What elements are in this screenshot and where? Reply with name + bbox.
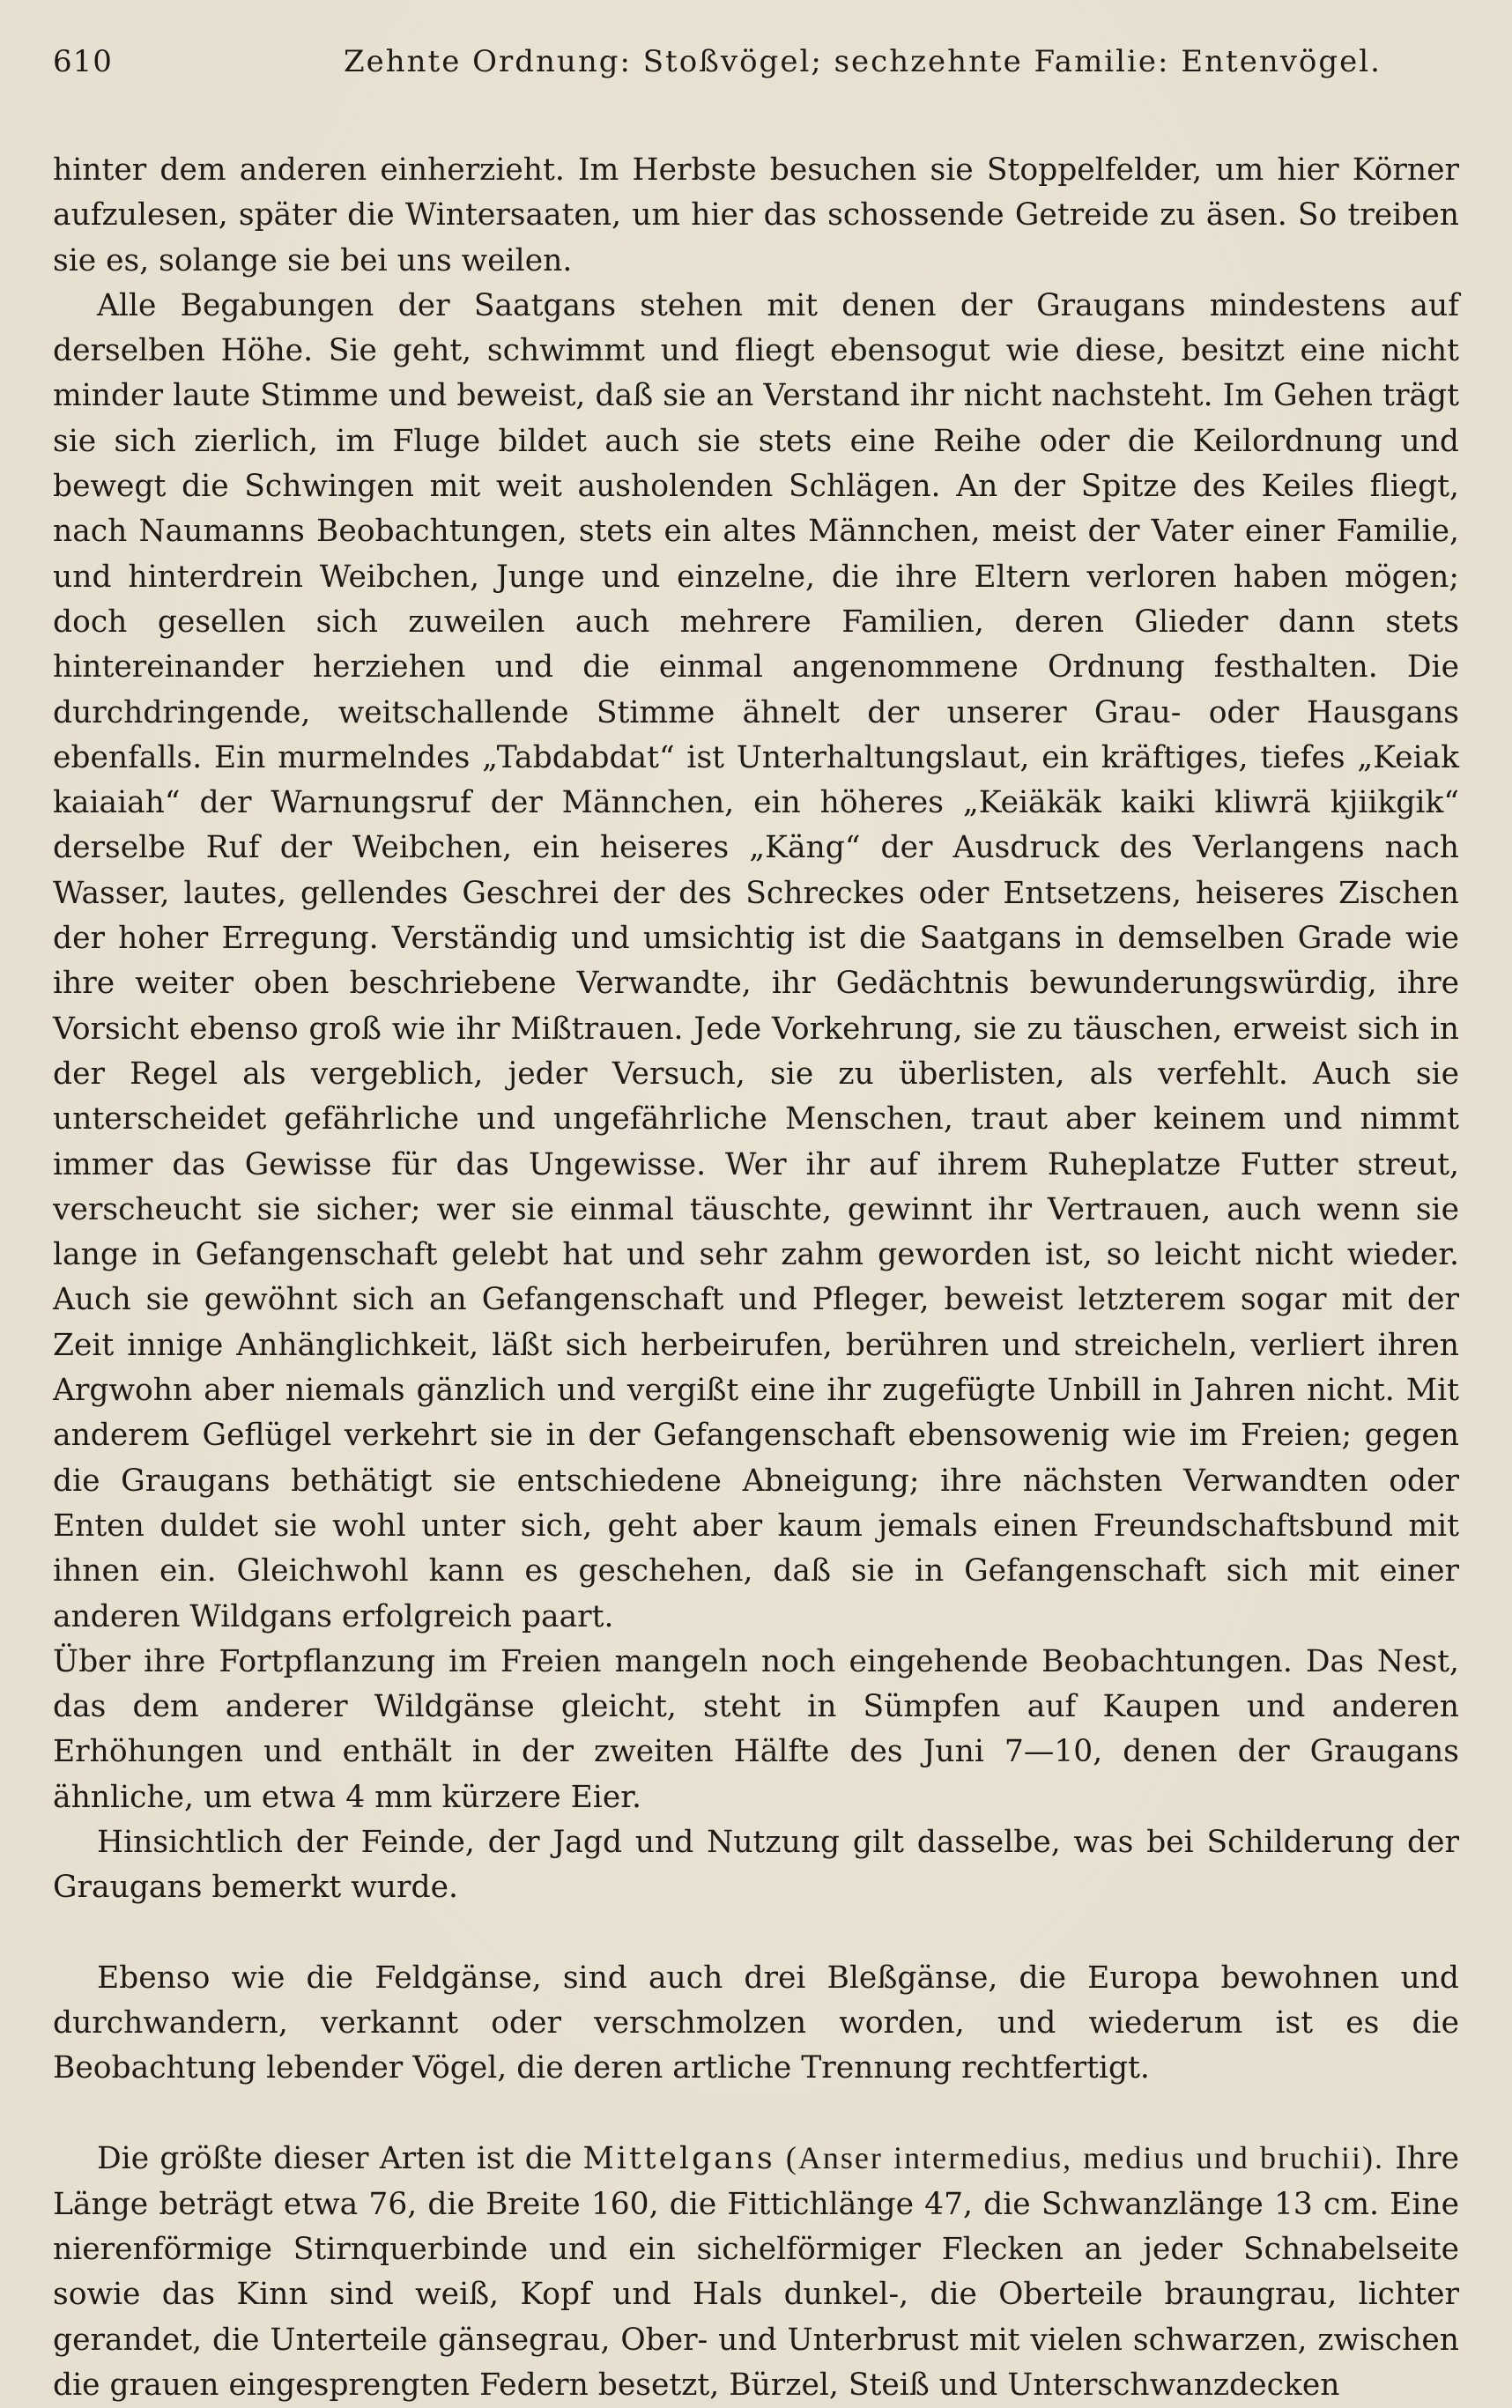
paragraph-mittelgans — [53, 2136, 1459, 2408]
paragraph-blessgaense: Ebenso wie die Feldgänse, sind auch drei Bleßgänse, die Europa bewohnen und durchwandern, verkannt oder verschmolzen worden, und wiederum ist es die Beobachtung lebender Vögel, die deren artliche Trennung rechtfertigt. — [53, 1960, 1459, 2086]
mittelgans-intro: Die größte dieser Arten ist die — [97, 2141, 583, 2177]
running-head: Zehnte Ordnung: Stoßvögel; sechzehnte Familie: Entenvögel. — [344, 44, 1382, 79]
paragraph-abilities: Alle Begabungen der Saatgans stehen mit denen der Graugans mindestens auf derselben Höhe. Sie geht, schwimmt und fliegt ebensogut wie diese, besitzt eine nicht minder laute Stimme und beweist, daß sie an Verstand ihr nicht nachsteht. Im Gehen trägt sie sich zierlich, im Fluge bildet auch sie stets eine Reihe oder die Keilordnung und bewegt die Schwingen mit weit ausholenden Schlägen. An der Spitze des Keiles fliegt, nach Naumanns Beobachtungen, stets ein altes Männchen, meist der Vater einer Familie, und hinterdrein Weibchen, Junge und einzelne, die ihre Eltern verloren haben mögen; doch gesellen sich zuweilen auch mehrere Familien, deren Glieder dann stets hintereinander herziehen und die einmal angenommene Ordnung festhalten. Die durchdringende, weitschallende Stimme ähnelt der unserer Grau- oder Hausgans ebenfalls. Ein murmelndes „Tabdabdat“ ist Unterhaltungslaut, ein kräftiges, tiefes „Keiak kaiaiah“ der Warnungsruf der Männchen, ein höheres „Keiäkäk kaiki kliwrä kjiikgik“ derselbe Ruf der Weibchen, ein heiseres „Käng“ der Ausdruck des Verlangens nach Wasser, lautes, gellendes Geschrei der des Schreckes oder Entsetzens, heiseres Zischen der hoher Erregung. Verständig und umsichtig ist die Saatgans in demselben Grade wie ihre weiter oben beschriebene Verwandte, ihr Gedächtnis bewunderungswürdig, ihre Vorsicht ebenso groß wie ihr Mißtrauen. Jede Vorkehrung, sie zu täuschen, erweist sich in der Regel als vergeblich, jeder Versuch, sie zu überlisten, als verfehlt. Auch sie unterscheidet gefährliche und ungefährliche Menschen, traut aber keinem und nimmt immer das Gewisse für das Ungewisse. Wer ihr auf ihrem Ruheplatze Futter streut, verscheucht sie sicher; wer sie einmal täuschte, gewinnt ihr Vertrauen, auch wenn sie lange in Gefangenschaft gelebt hat und sehr zahm geworden ist, so leicht nicht wieder. Auch sie gewöhnt sich an Gefangenschaft und Pfleger, beweist letzterem sogar mit der Zeit innige Anhänglichkeit, läßt sich herbeirufen, berühren und streicheln, verliert ihren Argwohn aber niemals gänzlich und vergißt eine ihr zugefügte Unbill in Jahren nicht. Mit anderem Geflügel verkehrt sie in der Gefangenschaft ebensowenig wie im Freien; gegen die Graugans bethätigt sie entschiedene Abneigung; ihre nächsten Verwandten oder Enten duldet sie wohl unter sich, geht aber kaum jemals einen Freundschaftsbund mit ihnen ein. Gleichwohl kann es geschehen, daß sie in Gefangenschaft sich mit einer anderen Wildgans erfolgreich paart. — [53, 287, 1459, 1634]
paragraph-enemies: Hinsichtlich der Feinde, der Jagd und Nutzung gilt dasselbe, was bei Schilderung der Graugans bemerkt wurde. — [53, 1824, 1459, 1906]
page-header — [53, 41, 1459, 93]
mittelgans-description: Ihre Länge beträgt etwa 76, die Breite 160, die Fittichlänge 47, die Schwanzlänge 13 cm. Eine nierenförmige Stirnquerbinde und ein sichelförmiger Flecken an jeder Schnabelseite sowie das Kinn sind weiß, Kopf und Hals dunkel-, die Oberteile braungrau, lichter gerandet, die Unterteile gänsegrau, Ober- und Unterbrust mit vielen schwarzen, zwischen die grauen eingesprengten Federn besetzt, Bürzel, Steiß und Unterschwanzdecken — [53, 2141, 1459, 2403]
latin-name: (Anser intermedius, medius und bruchii). — [785, 2140, 1384, 2176]
species-name: Mittelgans — [582, 2141, 775, 2177]
page-body — [53, 148, 1459, 2408]
paragraph-reproduction: Über ihre Fortpflanzung im Freien mangeln noch eingehende Beobachtungen. Das Nest, das dem anderer Wildgänse gleicht, steht in Sümpfen auf Kaupen und anderen Erhöhungen und enthält in der zweiten Hälfte des Juni 7—10, denen der Graugans ähnliche, um etwa 4 mm kürzere Eier. — [53, 1643, 1459, 1815]
page-number: 610 — [53, 44, 113, 79]
paragraph-continuation: hinter dem anderen einherzieht. Im Herbste besuchen sie Stoppelfelder, um hier Körner aufzulesen, später die Wintersaaten, um hier das schossende Getreide zu äsen. So treiben sie es, solange sie bei uns weilen. — [53, 152, 1459, 278]
